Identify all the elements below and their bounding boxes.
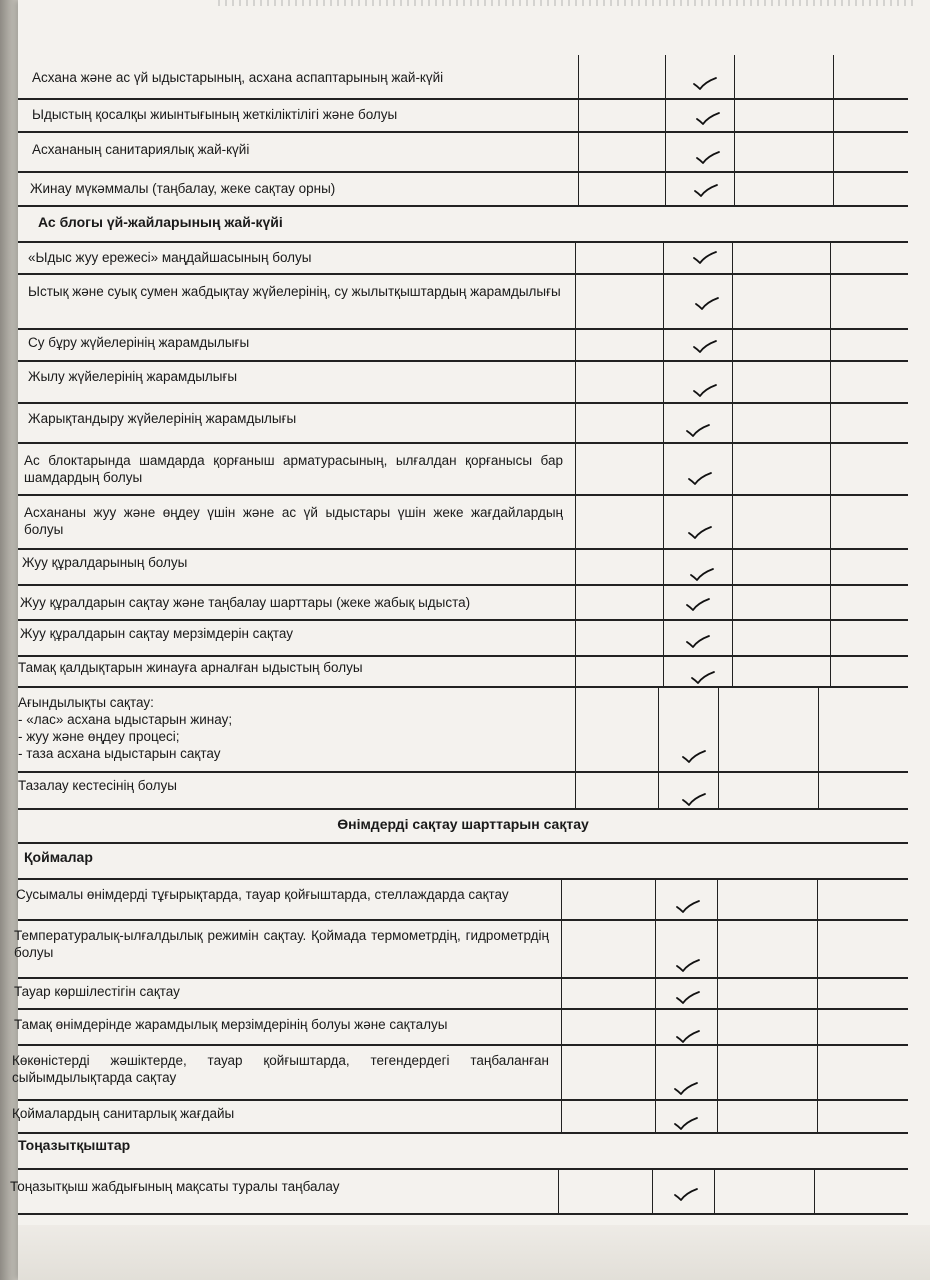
- checklist-row: [14, 1010, 908, 1046]
- column-divider: [655, 1010, 656, 1046]
- checklist-row: [12, 1101, 908, 1134]
- checklist-row: [18, 880, 908, 921]
- checklist-row: [18, 621, 908, 657]
- column-divider: [655, 1046, 656, 1101]
- column-divider: [732, 621, 733, 657]
- column-divider: [714, 1170, 715, 1215]
- checkmark-icon: [676, 900, 700, 914]
- criterion-label: Асхана және ас үй ыдыстарының, асхана аспаптарының жай-күйі: [32, 70, 444, 85]
- checkmark-icon: [674, 1082, 698, 1096]
- page-edge-shadow: [0, 0, 18, 1280]
- section-label: Тоңазытқыштар: [18, 1137, 131, 1153]
- column-divider: [658, 773, 659, 810]
- column-divider: [575, 657, 576, 688]
- column-divider: [561, 1010, 562, 1046]
- checkmark-icon: [682, 793, 706, 807]
- criterion-label: Тамақ өнімдерінде жарамдылық мерзімдерінің болуы және сақталуы: [14, 1017, 448, 1032]
- column-divider: [717, 979, 718, 1010]
- column-divider: [732, 496, 733, 550]
- column-divider: [818, 688, 819, 773]
- column-divider: [663, 550, 664, 586]
- column-divider: [575, 444, 576, 496]
- column-divider: [817, 979, 818, 1010]
- column-divider: [830, 275, 831, 330]
- column-divider: [558, 1170, 559, 1215]
- checkmark-icon: [695, 297, 719, 311]
- column-divider: [575, 586, 576, 621]
- column-divider: [652, 1170, 653, 1215]
- column-divider: [732, 275, 733, 330]
- column-divider: [655, 979, 656, 1010]
- column-divider: [663, 243, 664, 275]
- column-divider: [817, 1101, 818, 1134]
- column-divider: [663, 404, 664, 444]
- criterion-label: Көкөністерді жәшіктерде, тауар қойғыштарда, тегендердегі таңбаланған сыйымдылықтарда сақтау: [12, 1053, 549, 1085]
- section-title: [18, 810, 908, 844]
- column-divider: [830, 550, 831, 586]
- criterion-label: Асхананы жуу және өңдеу үшін және ас үй ыдыстары үшін жеке жағдайлардың болуы: [24, 505, 563, 537]
- checklist-row: [18, 444, 908, 496]
- column-divider: [817, 880, 818, 921]
- column-divider: [665, 173, 666, 207]
- column-divider: [663, 621, 664, 657]
- section-header-row: [18, 207, 908, 243]
- column-divider: [717, 1046, 718, 1101]
- column-divider: [817, 1046, 818, 1101]
- checkmark-icon: [676, 959, 700, 973]
- column-divider: [734, 55, 735, 100]
- column-divider: [578, 100, 579, 133]
- column-divider: [575, 275, 576, 330]
- column-divider: [830, 621, 831, 657]
- column-divider: [817, 921, 818, 979]
- column-divider: [575, 362, 576, 404]
- column-divider: [732, 404, 733, 444]
- column-divider: [830, 243, 831, 275]
- checkmark-icon: [688, 472, 712, 486]
- checkmark-icon: [676, 991, 700, 1005]
- criterion-label: Тоңазытқыш жабдығының мақсаты туралы таңбалау: [10, 1179, 340, 1194]
- checkmark-icon: [682, 750, 706, 764]
- column-divider: [665, 133, 666, 173]
- checklist-row: [18, 496, 908, 550]
- checklist-row: [18, 243, 908, 275]
- column-divider: [663, 586, 664, 621]
- checklist-row: [18, 275, 908, 330]
- checklist-row: [14, 921, 908, 979]
- column-divider: [830, 362, 831, 404]
- page-bottom-margin: [18, 1225, 930, 1280]
- checklist-row: [18, 586, 908, 621]
- column-divider: [663, 330, 664, 362]
- criterion-label: Жуу құралдарын сақтау және таңбалау шарттары (жеке жабық ыдыста): [20, 595, 471, 610]
- document-page: [10, 0, 930, 1280]
- column-divider: [814, 1170, 815, 1215]
- top-edge-marks: [218, 0, 918, 6]
- column-divider: [663, 444, 664, 496]
- checkmark-icon: [691, 671, 715, 685]
- checkmark-icon: [693, 77, 717, 91]
- criterion-label: Температуралық-ылғалдылық режимін сақтау. Қоймада термометрдің, гидрометрдің болуы: [14, 928, 549, 960]
- criterion-label: Тамақ қалдықтарын жинауға арналған ыдыстың болуы: [18, 660, 363, 675]
- checklist-row: [18, 330, 908, 362]
- column-divider: [717, 880, 718, 921]
- criterion-label: Сусымалы өнімдерді тұғырықтарда, тауар қойғыштарда, стеллаждарда сақтау: [16, 887, 509, 902]
- checkmark-icon: [674, 1188, 698, 1202]
- column-divider: [732, 362, 733, 404]
- checklist-row: [18, 362, 908, 404]
- column-divider: [818, 773, 819, 810]
- checkmark-icon: [674, 1117, 698, 1131]
- column-divider: [655, 921, 656, 979]
- column-divider: [830, 657, 831, 688]
- column-divider: [663, 657, 664, 688]
- column-divider: [578, 55, 579, 100]
- checkmark-icon: [690, 568, 714, 582]
- column-divider: [830, 496, 831, 550]
- criterion-label: Қоймалардың санитарлық жағдайы: [12, 1106, 235, 1121]
- checkmark-icon: [693, 251, 717, 265]
- section-header-row: [18, 1134, 908, 1170]
- criterion-label: Ыдыстың қосалқы жиынтығының жеткіліктілігі және болуы: [32, 107, 398, 122]
- column-divider: [830, 330, 831, 362]
- column-divider: [575, 550, 576, 586]
- column-divider: [663, 362, 664, 404]
- column-divider: [717, 1101, 718, 1134]
- column-divider: [734, 100, 735, 133]
- column-divider: [732, 550, 733, 586]
- section-label: Ас блогы үй-жайларының жай-күйі: [38, 214, 283, 230]
- column-divider: [561, 979, 562, 1010]
- column-divider: [718, 688, 719, 773]
- column-divider: [665, 100, 666, 133]
- criterion-label: Ас блоктарында шамдарда қорғаныш арматурасының, ылғалдан қорғанысы бар шамдардың болуы: [24, 453, 563, 485]
- column-divider: [561, 921, 562, 979]
- column-divider: [830, 586, 831, 621]
- checklist-row: [12, 1046, 908, 1101]
- criterion-label: «Ыдыс жуу ережесі» маңдайшасының болуы: [28, 250, 312, 265]
- column-divider: [655, 1101, 656, 1134]
- checkmark-icon: [686, 424, 710, 438]
- checkmark-icon: [696, 112, 720, 126]
- column-divider: [663, 496, 664, 550]
- checkmark-icon: [686, 598, 710, 612]
- checklist-row: [10, 1170, 908, 1215]
- column-divider: [833, 173, 834, 207]
- checkmark-icon: [693, 384, 717, 398]
- checklist-row: [18, 133, 908, 173]
- checklist-row: [18, 404, 908, 444]
- criterion-label: Жуу құралдарының болуы: [22, 555, 188, 570]
- column-divider: [833, 133, 834, 173]
- criterion-label: Жуу құралдарын сақтау мерзімдерін сақтау: [20, 626, 293, 641]
- column-divider: [732, 444, 733, 496]
- checkmark-icon: [693, 340, 717, 354]
- checkmark-icon: [686, 635, 710, 649]
- column-divider: [575, 243, 576, 275]
- column-divider: [833, 100, 834, 133]
- column-divider: [833, 55, 834, 100]
- column-divider: [734, 173, 735, 207]
- column-divider: [734, 133, 735, 173]
- column-divider: [830, 404, 831, 444]
- column-divider: [561, 1046, 562, 1101]
- checkmark-icon: [688, 526, 712, 540]
- column-divider: [578, 173, 579, 207]
- checklist-row: [18, 55, 908, 100]
- column-divider: [575, 688, 576, 773]
- criterion-label: Ағындылықты сақтау: - «лас» асхана ыдыстарын жинау; - жуу және өңдеу процесі; - таза асхана ыдыстарын сақтау: [18, 695, 233, 761]
- section-header-row: [18, 844, 908, 880]
- section-label: Өнімдерді сақтау шарттарын сақтау: [337, 816, 589, 832]
- column-divider: [663, 275, 664, 330]
- column-divider: [732, 243, 733, 275]
- column-divider: [578, 133, 579, 173]
- column-divider: [732, 586, 733, 621]
- criterion-label: Ыстық және суық сумен жабдықтау жүйелерінің, су жылытқыштардың жарамдылығы: [28, 284, 561, 299]
- checkmark-icon: [676, 1030, 700, 1044]
- column-divider: [830, 444, 831, 496]
- checklist-row: [18, 773, 908, 810]
- checklist-row: [18, 550, 908, 586]
- column-divider: [665, 55, 666, 100]
- criterion-label: Жылу жүйелерінің жарамдылығы: [28, 369, 238, 384]
- criterion-label: Тауар көршілестігін сақтау: [14, 984, 180, 999]
- column-divider: [575, 404, 576, 444]
- checkmark-icon: [696, 151, 720, 165]
- checklist-row: [14, 979, 908, 1010]
- checkmark-icon: [694, 184, 718, 198]
- column-divider: [575, 330, 576, 362]
- criterion-label: Су бұру жүйелерінің жарамдылығы: [28, 335, 250, 350]
- column-divider: [732, 330, 733, 362]
- column-divider: [575, 621, 576, 657]
- column-divider: [732, 657, 733, 688]
- column-divider: [717, 921, 718, 979]
- column-divider: [561, 1101, 562, 1134]
- column-divider: [575, 496, 576, 550]
- column-divider: [575, 773, 576, 810]
- section-label: Қоймалар: [24, 849, 93, 865]
- criterion-label: Жарықтандыру жүйелерінің жарамдылығы: [28, 411, 297, 426]
- checklist-row: [18, 173, 908, 207]
- criterion-label: Тазалау кестесінің болуы: [18, 778, 177, 793]
- column-divider: [717, 1010, 718, 1046]
- column-divider: [718, 773, 719, 810]
- criterion-label: Жинау мүкәммалы (таңбалау, жеке сақтау орны): [30, 181, 336, 196]
- checklist-row: [18, 100, 908, 133]
- column-divider: [561, 880, 562, 921]
- checklist-row: [18, 688, 908, 773]
- column-divider: [817, 1010, 818, 1046]
- column-divider: [658, 688, 659, 773]
- column-divider: [655, 880, 656, 921]
- criterion-label: Асхананың санитариялық жай-күйі: [32, 142, 250, 157]
- checklist-row: [18, 657, 908, 688]
